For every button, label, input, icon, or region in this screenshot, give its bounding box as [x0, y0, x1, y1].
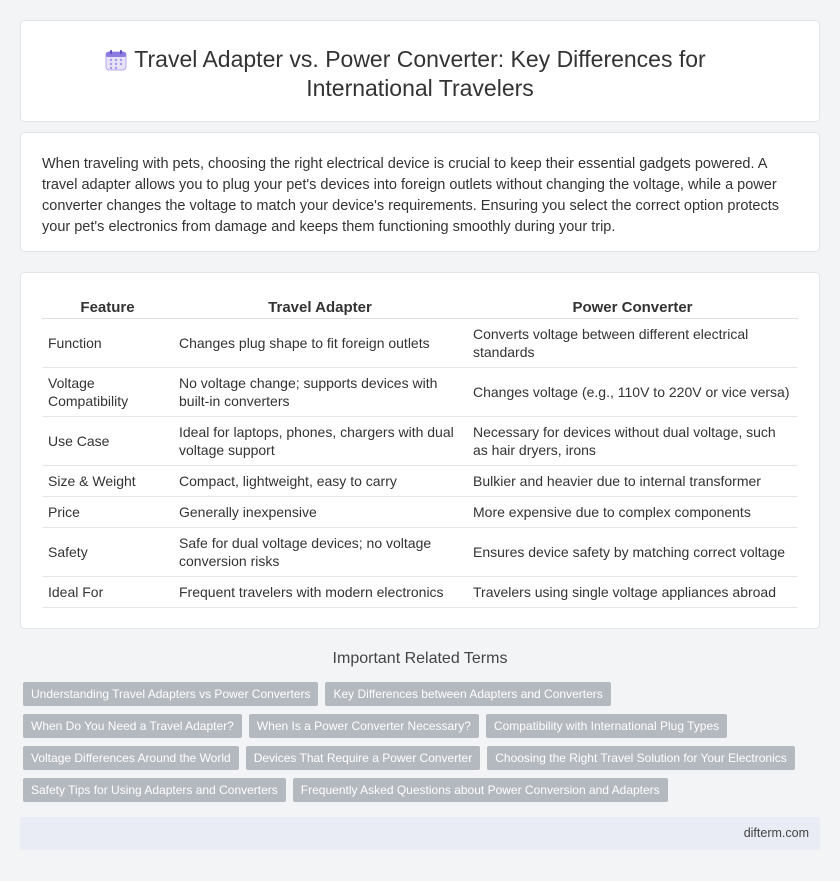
related-term-tag[interactable]: Choosing the Right Travel Solution for Your Electronics	[487, 746, 795, 770]
header-power-converter: Power Converter	[467, 295, 798, 318]
table-cell: Size & Weight	[42, 465, 173, 496]
table-cell: Converts voltage between different electrical standards	[467, 318, 798, 367]
table-cell: Frequent travelers with modern electronics	[173, 576, 467, 607]
tag-row	[23, 682, 823, 706]
table-cell: Travelers using single voltage appliances abroad	[467, 576, 798, 607]
page-title-line1: Travel Adapter vs. Power Converter: Key Differences for	[134, 46, 706, 72]
related-term-tag[interactable]: Voltage Differences Around the World	[23, 746, 239, 770]
table-cell: Changes voltage (e.g., 110V to 220V or vice versa)	[467, 367, 798, 416]
footer-site-link[interactable]: difterm.com	[743, 826, 809, 840]
table-row	[42, 416, 798, 465]
tag-row	[23, 778, 823, 802]
table-cell: Ideal for laptops, phones, chargers with dual voltage support	[173, 416, 467, 465]
table-cell: Price	[42, 496, 173, 527]
table-cell: Use Case	[42, 416, 173, 465]
related-terms-title: Important Related Terms	[332, 650, 508, 667]
header-feature: Feature	[42, 295, 173, 318]
related-term-tag[interactable]: When Do You Need a Travel Adapter?	[23, 714, 242, 738]
table-row	[42, 576, 798, 607]
tag-row	[23, 714, 823, 738]
header-travel-adapter: Travel Adapter	[173, 295, 467, 318]
table-cell: Ensures device safety by matching correct voltage	[467, 527, 798, 576]
table-cell: Necessary for devices without dual voltage, such as hair dryers, irons	[467, 416, 798, 465]
table-cell: Changes plug shape to fit foreign outlets	[173, 318, 467, 367]
footer	[20, 817, 820, 850]
table-row	[42, 496, 798, 527]
table-cell: Ideal For	[42, 576, 173, 607]
related-term-tag[interactable]: Frequently Asked Questions about Power Conversion and Adapters	[293, 778, 668, 802]
table-row	[42, 318, 798, 367]
table-cell: Safe for dual voltage devices; no voltage conversion risks	[173, 527, 467, 576]
table-cell: Generally inexpensive	[173, 496, 467, 527]
related-term-tag[interactable]: Devices That Require a Power Converter	[246, 746, 481, 770]
related-term-tag[interactable]: Understanding Travel Adapters vs Power Converters	[23, 682, 318, 706]
related-term-tag[interactable]: Compatibility with International Plug Types	[486, 714, 727, 738]
title-card	[20, 20, 820, 122]
intro-card	[20, 132, 820, 252]
table-row	[42, 465, 798, 496]
table-cell: More expensive due to complex components	[467, 496, 798, 527]
comparison-table	[42, 295, 798, 608]
page-title-line2: International Travelers	[306, 75, 534, 101]
intro-paragraph: When traveling with pets, choosing the right electrical device is crucial to keep their essential gadgets powered. A travel adapter allows you to plug your pet's devices into foreign outlets without changing the voltage, while a power converter changes the voltage to match your device's requirements. Ensuring you select the correct option protects your pet's electronics from damage and keeps them functioning smoothly during your trip.	[42, 156, 780, 235]
table-cell: Compact, lightweight, easy to carry	[173, 465, 467, 496]
table-cell: Safety	[42, 527, 173, 576]
table-cell: Bulkier and heavier due to internal transformer	[467, 465, 798, 496]
table-cell: No voltage change; supports devices with built-in converters	[173, 367, 467, 416]
related-terms-list	[23, 682, 823, 810]
table-row	[42, 367, 798, 416]
table-cell: Function	[42, 318, 173, 367]
table-header-row	[42, 295, 798, 318]
page-title	[21, 45, 819, 103]
related-term-tag[interactable]: Key Differences between Adapters and Converters	[325, 682, 610, 706]
tag-row	[23, 746, 823, 770]
comparison-table-card	[20, 272, 820, 629]
related-term-tag[interactable]: Safety Tips for Using Adapters and Converters	[23, 778, 286, 802]
table-cell: Voltage Compatibility	[42, 367, 173, 416]
table-row	[42, 527, 798, 576]
related-term-tag[interactable]: When Is a Power Converter Necessary?	[249, 714, 479, 738]
